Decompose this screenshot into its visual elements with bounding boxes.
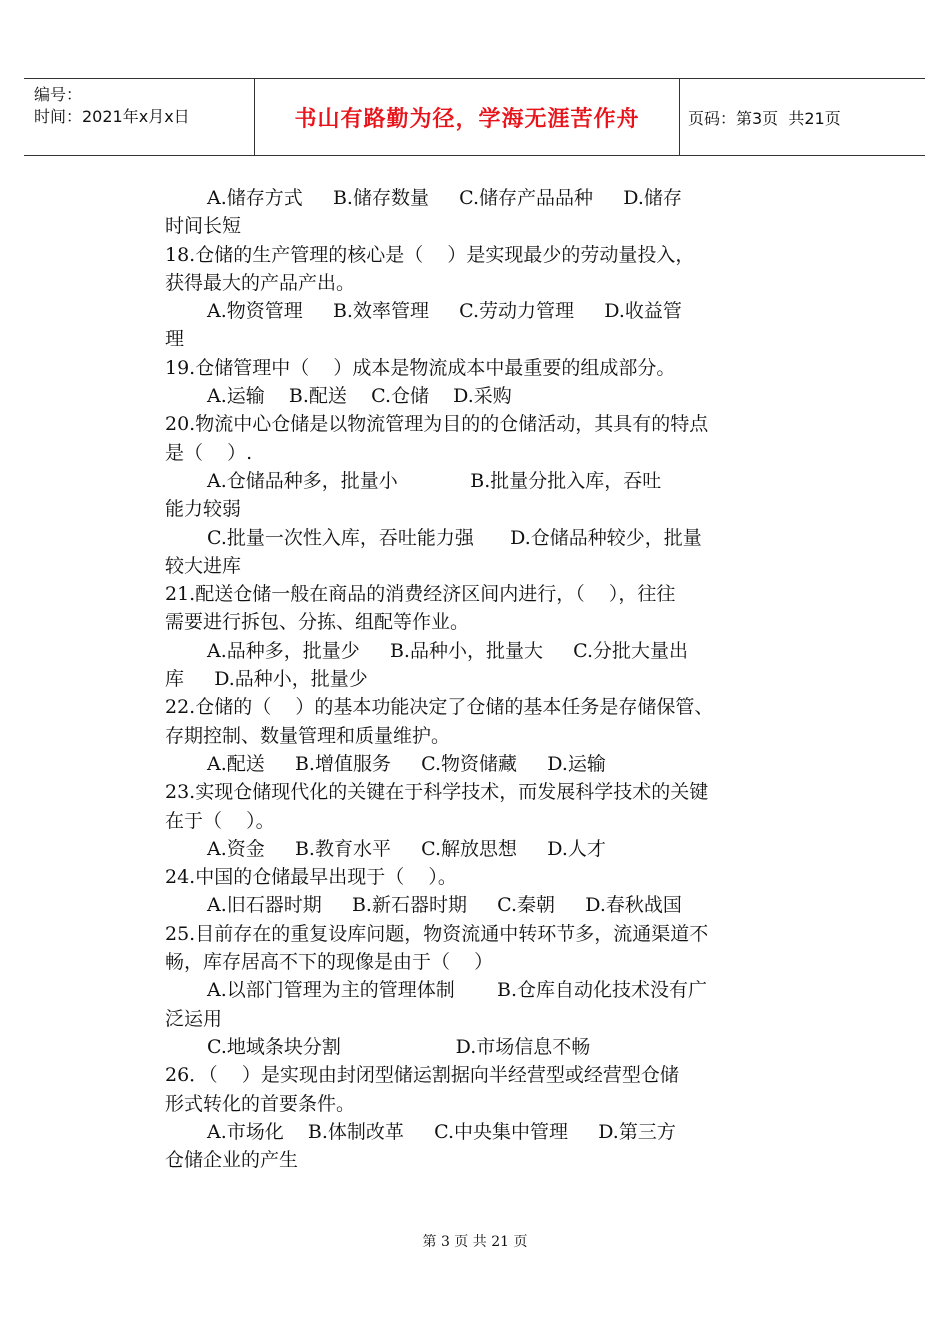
time-label: 时间：2021年x月x日 xyxy=(34,107,190,126)
text-line: A.仓储品种多，批量小 B.批量分批入库，吞吐 xyxy=(207,469,662,492)
text-line: C.批量一次性入库，吞吐能力强 D.仓储品种较少，批量 xyxy=(207,526,702,549)
header-page-info: 页码：第3页 共21页 xyxy=(688,108,841,128)
text-line: 是（ ）. xyxy=(165,441,253,464)
text-line: A.以部门管理为主的管理体制 B.仓库自动化技术没有广 xyxy=(207,979,708,1002)
text-line: 22.仓储的（ ）的基本功能决定了仓储的基本任务是存储保管、 xyxy=(165,696,714,719)
text-line: 畅，库存居高不下的现像是由于（ ） xyxy=(165,951,494,974)
text-line: 24.中国的仓储最早出现于（ ）。 xyxy=(165,866,457,889)
text-line: A.品种多，批量少 B.品种小，批量大 C.分批大量出 xyxy=(207,639,689,662)
text-line: 在于（ ）。 xyxy=(165,809,275,832)
text-line: A.资金 B.教育水平 C.解放思想 D.人才 xyxy=(207,837,606,860)
document-body xyxy=(165,184,790,1174)
header-motto: 书山有路勤为径，学海无涯苦作舟 xyxy=(294,106,640,132)
text-line: 存期控制、数量管理和质量维护。 xyxy=(165,724,451,747)
text-line: 需要进行拆包、分拣、组配等作业。 xyxy=(165,611,470,634)
text-line: 19.仓储管理中（ ）成本是物流成本中最重要的组成部分。 xyxy=(165,356,676,379)
text-line: 时间长短 xyxy=(165,215,242,238)
text-line: 理 xyxy=(165,328,185,351)
text-line: A.物资管理 B.效率管理 C.劳动力管理 D.收益管 xyxy=(207,300,682,323)
text-line: A.旧石器时期 B.新石器时期 C.秦朝 D.春秋战国 xyxy=(207,894,682,917)
text-line: 较大进库 xyxy=(165,554,242,577)
text-line: A.市场化 B.体制改革 C.中央集中管理 D.第三方 xyxy=(207,1120,676,1143)
text-line: A.运输 B.配送 C.仓储 D.采购 xyxy=(207,385,512,408)
text-line: 26．（ ）是实现由封闭型储运割据向半经营型或经营型仓储 xyxy=(165,1064,679,1087)
page-header xyxy=(24,78,925,156)
text-line: A.配送 B.增值服务 C.物资储藏 D.运输 xyxy=(207,752,606,775)
text-line: 仓储企业的产生 xyxy=(165,1149,299,1172)
text-line: 泛运用 xyxy=(165,1007,223,1030)
text-line: 21.配送仓储一般在商品的消费经济区间内进行，（ ），往往 xyxy=(165,583,676,606)
text-line: 能力较弱 xyxy=(165,498,242,521)
text-line: 获得最大的产品产出。 xyxy=(165,271,356,294)
text-line: A.储存方式 B.储存数量 C.储存产品品种 D.储存 xyxy=(207,187,682,209)
text-line: 25.目前存在的重复设库问题，物资流通中转环节多，流通渠道不 xyxy=(165,922,709,945)
page-footer: 第 3 页 共 21 页 xyxy=(422,1234,528,1250)
text-line: 20.物流中心仓储是以物流管理为目的的仓储活动，其具有的特点 xyxy=(165,413,709,436)
number-label: 编号： xyxy=(34,85,83,104)
text-line: 形式转化的首要条件。 xyxy=(165,1092,356,1115)
text-line: C.地域条块分割 D.市场信息不畅 xyxy=(207,1035,591,1058)
text-line: 18.仓储的生产管理的核心是（ ）是实现最少的劳动量投入， xyxy=(165,243,695,266)
text-line: 23.实现仓储现代化的关键在于科学技术，而发展科学技术的关键 xyxy=(165,781,709,804)
header-meta xyxy=(34,84,190,128)
header-divider-2 xyxy=(679,78,680,156)
text-line: 库 D.品种小，批量少 xyxy=(165,668,368,691)
